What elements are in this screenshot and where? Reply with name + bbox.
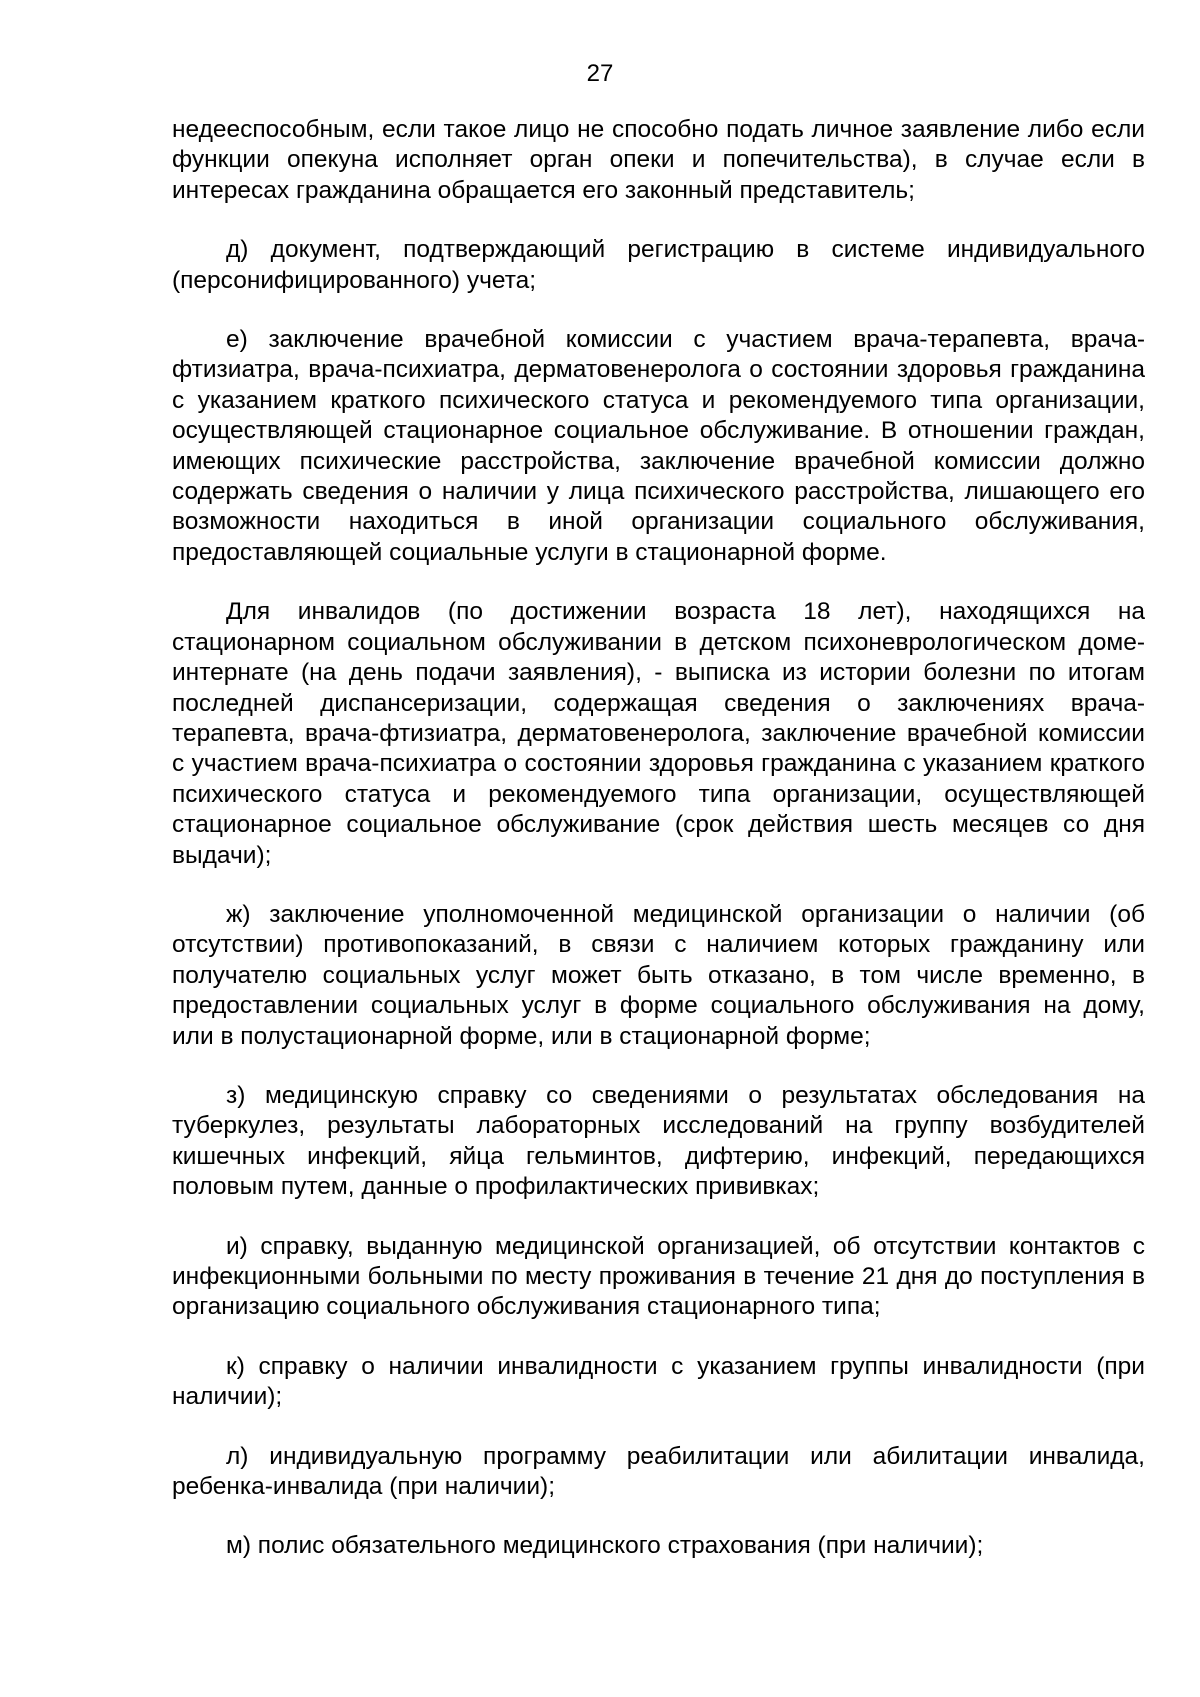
paragraph-item-l: л) индивидуальную программу реабилитации или абилитации инвалида, ребенка-инвалида (при наличии); [172, 1442, 1145, 1501]
page-number: 27 [586, 60, 614, 87]
paragraph-item-z: з) медицинскую справку со сведениями о результатах обследования на туберкулез, результаты лабораторных исследований на группу возбудителей кишечных инфекций, яйца гельминтов, дифтерию, инфекций, передающихся половым путем, данные о профилактических прививках; [172, 1081, 1145, 1201]
paragraph-item-m: м) полис обязательного медицинского страхования (при наличии); [226, 1532, 984, 1560]
paragraph-item-k: к) справку о наличии инвалидности с указанием группы инвалидности (при наличии); [172, 1352, 1145, 1411]
paragraph-item-d: д) документ, подтверждающий регистрацию в системе индивидуального (персонифицированного) учета; [172, 236, 1145, 294]
paragraph-item-zh: ж) заключение уполномоченной медицинской организации о наличии (об отсутствии) противопоказаний, в связи с наличием которых гражданину или получателю социальных услуг может быть отказано, в том числе временно, в предоставлении социальных услуг в форме социального обслуживания на дому, или в полустационарной форме, или в стационарной форме; [172, 900, 1145, 1050]
paragraph-continuation: недееспособным, если такое лицо не способно подать личное заявление либо если функции опекуна исполняет орган опеки и попечительства), в случае если в интересах гражданина обращается его законный представитель; [172, 116, 1145, 204]
paragraph-item-e: е) заключение врачебной комиссии с участием врача-терапевта, врача-фтизиатра, врача-психиатра, дерматовенеролога о состоянии здоровья гражданина с указанием краткого психического статуса и рекомендуемого типа организации, осуществляющей стационарное социальное обслуживание. В отношении граждан, имеющих психические расстройства, заключение врачебной комиссии должно содержать сведения о наличии у лица психического расстройства, лишающего его возможности находиться в иной организации социального обслуживания, предоставляющей социальные услуги в стационарной форме. [172, 326, 1145, 566]
document-body [172, 115, 1145, 1591]
paragraph-item-i: и) справку, выданную медицинской организацией, об отсутствии контактов с инфекционными больными по месту проживания в течение 21 дня до поступления в организацию социального обслуживания стационарного типа; [172, 1232, 1145, 1321]
paragraph-disabled-adults: Для инвалидов (по достижении возраста 18 лет), находящихся на стационарном социальном обслуживании в детском психоневрологическом доме-интернате (на день подачи заявления), - выписка из истории болезни по итогам последней диспансеризации, содержащая сведения о заключениях врача-терапевта, врача-фтизиатра, дерматовенеролога, заключение врачебной комиссии с участием врача-психиатра о состоянии здоровья гражданина с указанием краткого психического статуса и рекомендуемого типа организации, осуществляющей стационарное социальное обслуживание (срок действия шесть месяцев со дня выдачи); [172, 598, 1145, 869]
